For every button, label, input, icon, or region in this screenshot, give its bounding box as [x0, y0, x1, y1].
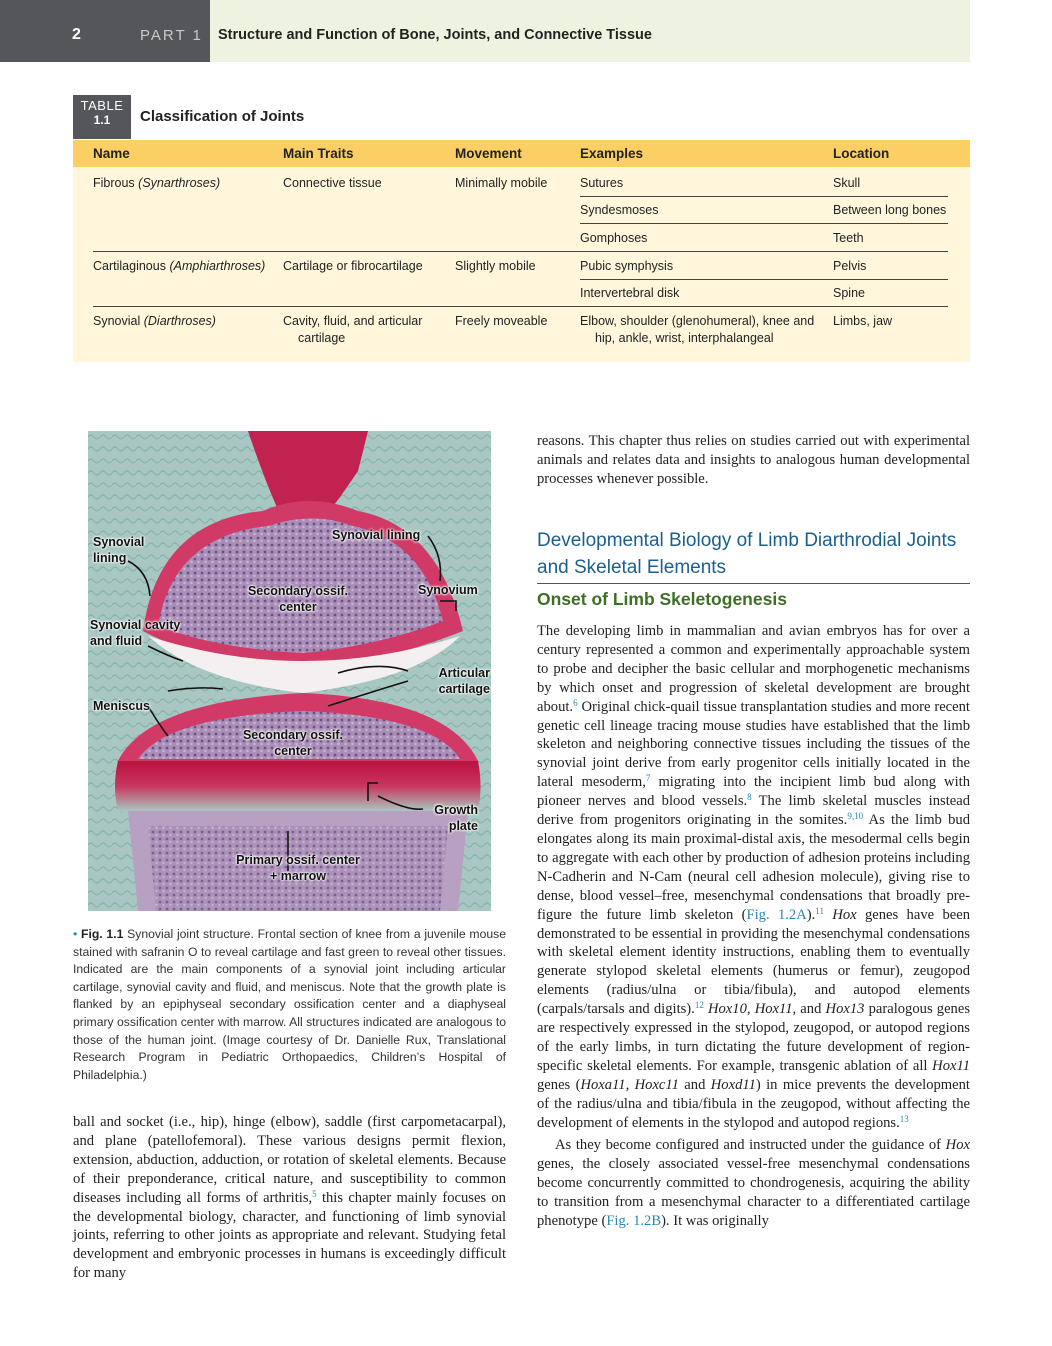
figure-image [88, 431, 491, 911]
right-column-body [537, 622, 970, 1231]
table-cell-location: Teeth [833, 231, 864, 245]
label-articular-cartilage: Articular cartilage [438, 666, 490, 696]
page-header-tab [0, 0, 210, 62]
table-cell-movement: Minimally mobile [455, 176, 548, 190]
table-cell-example: Intervertebral disk [580, 286, 680, 300]
running-header-title: Structure and Function of Bone, Joints, and Connective Tissue [218, 27, 652, 43]
label-meniscus: Meniscus [93, 699, 150, 713]
table-row-divider [93, 251, 948, 252]
label-synovium: Synovium [418, 583, 478, 597]
table-cell-name: Cartilaginous (Amphiarthroses) [93, 259, 266, 273]
table-cell-location: Skull [833, 176, 861, 190]
table-cell-traits: Cartilage or fibrocartilage [283, 259, 423, 273]
table-row-divider [580, 223, 948, 224]
label-secondary-ossif-top: Secondary ossif. center [247, 584, 349, 614]
table-tag-word: TABLE [80, 98, 124, 113]
table-cell-movement: Freely moveable [455, 314, 548, 328]
label-synovial-cavity: Synovial cavity and fluid [90, 618, 181, 648]
part-label: PART 1 [140, 27, 203, 44]
table-cell-example: Sutures [580, 176, 624, 190]
table-cell-example: Pubic symphysis [580, 259, 674, 273]
table-tag [73, 95, 131, 139]
paragraph: The developing limb in mammalian and avian embryos has for over a century represented a common and experimentally approachable system to probe and decipher the basic cellular and morphogenetic mechanisms by which onset and progression of skeletal development are brought about.$^6$ Original chick-quail tissue transplantation studies and more recent genetic cell lineage tracing mouse studies have established that the limb skeleton and neighboring connective tissues including the tissues of the synovial joint derive from early progenitor cells initially located in the lateral mesoderm,$^7$ migrating into the incipient limb bud along with pioneer nerves and blood vessels.$^8$ The limb skeletal muscles instead derive from progenitors originating in the somites.$^{9,10}$ As the limb bud elongates along its main proximal-distal axis, the mesodermal cells begin to aggregate with each other by production of adhesion proteins including N-Cadherin and N-Cam (neural cell adhesion molecule), giving rise to dense, blood vessel–free, mesenchymal condensations that broadly pre-figure the future limb skeleton (Fig. 1.2A).$^{11}$ Hox genes have been demonstrated to be essential in providing the mesenchymal condensations with skeletal element identity instructions, enabling them to eventually generate stylopod skeletal elements (humerus or femur), zeugopod elements (radius/ulna or tibia/fibula), and autopod elements (carpals/tarsals and digits).$^{12}$ Hox10, Hox11, and Hox13 paralogous genes are respectively expressed in the stylopod, zeugopod, or autopod regions of the early limbs, in turn dictating the future development of region-specific skeletal elements. For example, transgenic ablation of all Hox11 genes (Hoxa11, Hoxc11 and Hoxd11) in mice prevents the development of the radius/ulna and tibia/fibula in the zeugopod, without affecting the development of elements in the stylopod and autopod regions.$^{13}$ [537, 623, 971, 1131]
column-header-name: Name [93, 146, 130, 161]
figure-caption-text: Synovial joint structure. Frontal section of knee from a juvenile mouse stained with safranin O to reveal cartilage and fast green to reveal other tissues. Indicated are the main components of a synovial joint including articular cartilage, synovial cavity and fluid, and meniscus. Note that the growth plate is flanked by an epiphyseal secondary ossification center and a diaphyseal primary ossification center with marrow. All structures indicated are analogous to those of the human joint. (Image courtesy of Dr. Danielle Rux, Translational Research Program in Pediatric Orthopaedics, Children’s Hospital of Philadelphia.) [73, 927, 506, 1082]
figure-link[interactable]: Fig. 1.2B [606, 1213, 662, 1230]
table-cell-traits: Cavity, fluid, and articular cartilage [283, 314, 423, 345]
table-cell-example: Gomphoses [580, 231, 648, 245]
table-cell-location: Spine [833, 286, 865, 300]
page-number: 2 [72, 26, 81, 43]
table-cell-traits: Connective tissue [283, 176, 382, 190]
figure-caption-label: Fig. 1.1 [81, 927, 124, 941]
label-synovial-lining-left: Synovial lining [93, 535, 145, 565]
table-cell-example: Syndesmoses [580, 203, 659, 217]
column-header-examples: Examples [580, 146, 644, 161]
label-primary-ossif-center: Primary ossif. center + marrow [236, 853, 360, 883]
table-cell-name: Fibrous (Synarthroses) [93, 176, 221, 190]
table-row-divider [580, 196, 948, 197]
table-row-divider [580, 279, 948, 280]
right-column-top-text: reasons. This chapter thus relies on studies carried out with experimental animals and relates data and insights to analogous human developmental processes whenever possible. [537, 433, 970, 487]
left-column-text: ball and socket (i.e., hip), hinge (elbow), saddle (first carpometacarpal), and plane (patellofemoral). These various designs permit flexion, extension, abduction, adduction, or rotation of skeletal elements. Because of their preponderance, critical nature, and susceptibility to common diseases including all forms of arthritis,$^5$ this chapter mainly focuses on the developmental biology, character, and functioning of limb synovial joints, referring to other joints as appropriate and relevant. Studying fetal development and embryonic processes in humans is exceedingly difficult for many [73, 1114, 506, 1282]
figure-link[interactable]: Fig. 1.2A [746, 906, 807, 923]
table-header-row [73, 140, 970, 167]
table-cell-location: Pelvis [833, 259, 867, 273]
column-header-movement: Movement [455, 146, 522, 161]
joints-table [73, 140, 970, 362]
table-cell-example: Elbow, shoulder (glenohumeral), knee and hip, ankle, wrist, interphalangeal [580, 314, 815, 345]
table-title: Classification of Joints [140, 108, 305, 125]
subsection-heading: Onset of Limb Skeletogenesis [537, 589, 787, 609]
label-secondary-ossif-bottom: Secondary ossif. center [242, 728, 344, 758]
section-heading: Developmental Biology of Limb Diarthrodial Joints and Skeletal Elements [537, 530, 957, 578]
running-header [210, 0, 970, 62]
column-header-traits: Main Traits [283, 146, 354, 161]
paragraph: As they become configured and instructed under the guidance of Hox genes, the closely associated vessel-free mesenchymal condensations become concurrently committed to chondrogenesis, acquiring the ability to transition from a mesenchymal character to a differentiated cartilage phenotype (Fig. 1.2B). It was originally [537, 1137, 970, 1230]
label-growth-plate: Growth plate [434, 803, 478, 833]
table-cell-movement: Slightly mobile [455, 259, 536, 273]
label-synovial-lining-top: Synovial lining [332, 528, 421, 542]
table-tag-number: 1.1 [93, 113, 111, 127]
figure-caption: • Fig. 1.1 Synovial joint structure. Frontal section of knee from a juvenile mouse stained with safranin O to reveal cartilage and fast green to reveal other tissues. Indicated are the main components of a synovial joint including articular cartilage, synovial cavity and fluid, and meniscus. Note that the growth plate is flanked by an epiphyseal secondary ossification center and a diaphyseal primary ossification center with marrow. All structures indicated are analogous to those of the human joint. (Image courtesy of Dr. Danielle Rux, Translational Research Program in Pediatric Orthopaedics, Children’s Hospital of Philadelphia.) [73, 927, 506, 1082]
table-cell-location: Limbs, jaw [833, 314, 893, 328]
table-row-divider [93, 306, 948, 307]
table-cell-name: Synovial (Diarthroses) [93, 314, 216, 328]
column-header-location: Location [833, 146, 890, 161]
table-cell-location: Between long bones [833, 203, 947, 217]
section-heading-rule [537, 583, 970, 584]
